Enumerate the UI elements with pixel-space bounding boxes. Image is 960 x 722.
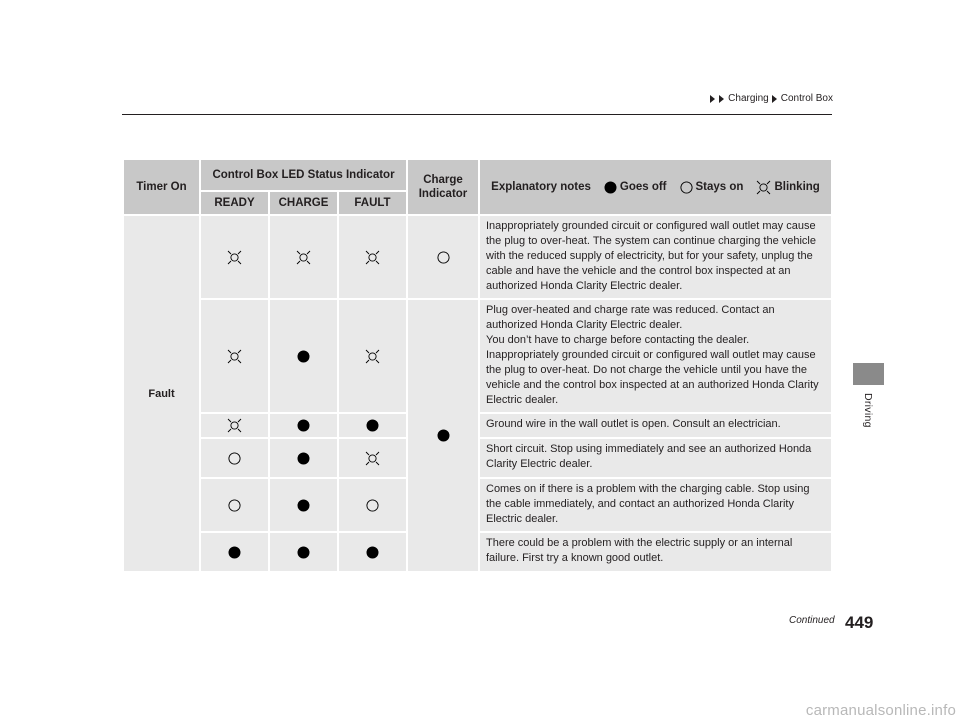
ready-column-header: READY bbox=[201, 192, 268, 214]
fault-led-cell bbox=[339, 216, 406, 298]
legend-stays-on-label: Stays on bbox=[695, 181, 744, 193]
continued-label: Continued bbox=[789, 615, 835, 626]
led-status-icon bbox=[340, 451, 405, 466]
fault-led-cell bbox=[339, 300, 406, 412]
ready-led-cell bbox=[201, 479, 268, 531]
legend-blinking bbox=[756, 180, 819, 195]
charge-indicator-cell bbox=[408, 300, 478, 571]
fault-column-header: FAULT bbox=[339, 192, 406, 214]
note-line: Plug over-heated and charge rate was reduced. Contact an authorized Honda Clarity Electric dealer. bbox=[486, 304, 775, 331]
led-status-icon bbox=[202, 418, 267, 433]
charge-led-cell bbox=[270, 479, 337, 531]
led-off-icon bbox=[271, 452, 336, 465]
table-row bbox=[124, 300, 831, 412]
charge-led-cell bbox=[270, 414, 337, 437]
ready-led-cell bbox=[201, 414, 268, 437]
page-number: 449 bbox=[845, 613, 874, 632]
charge-led-cell bbox=[270, 439, 337, 477]
header-rule bbox=[122, 114, 832, 115]
led-off-icon bbox=[271, 350, 336, 363]
fault-led-cell bbox=[339, 414, 406, 437]
charge-indicator-cell bbox=[408, 216, 478, 298]
led-status-header: Control Box LED Status Indicator bbox=[201, 160, 406, 190]
charge-indicator-icon bbox=[409, 251, 477, 264]
led-off-icon bbox=[340, 546, 405, 559]
table-row bbox=[124, 216, 831, 298]
charge-indicator-header-text: Charge Indicator bbox=[418, 174, 468, 200]
led-status-icon bbox=[340, 349, 405, 364]
led-status-table bbox=[122, 158, 833, 573]
led-status-icon bbox=[340, 250, 405, 265]
breadcrumb-control-box[interactable]: Control Box bbox=[780, 93, 833, 104]
charge-indicator-header bbox=[408, 160, 478, 214]
explanatory-notes-label: Explanatory notes bbox=[491, 181, 591, 193]
note-line: Inappropriately grounded circuit or configured wall outlet may cause the plug to over-heat. Do not charge the vehicle until you have the vehicle and the control box inspected at an authorized Honda Clarity Electric dealer. bbox=[486, 349, 819, 406]
fault-led-cell bbox=[339, 439, 406, 477]
breadcrumb bbox=[710, 93, 833, 104]
led-on-icon bbox=[680, 181, 693, 194]
legend-blinking-label: Blinking bbox=[774, 181, 820, 193]
explanatory-notes-header bbox=[480, 160, 831, 214]
led-off-icon bbox=[271, 499, 336, 512]
fault-label: Fault bbox=[124, 216, 199, 571]
led-status-icon bbox=[202, 452, 267, 465]
legend-stays-on bbox=[680, 181, 744, 194]
led-status-icon bbox=[271, 250, 336, 265]
section-label: Driving bbox=[862, 393, 874, 428]
led-blinking-icon bbox=[756, 180, 771, 195]
explanatory-note: Comes on if there is a problem with the charging cable. Stop using the cable immediately, and contact an authorized Honda Clarity Electric dealer. bbox=[480, 479, 831, 531]
led-off-icon bbox=[604, 181, 617, 194]
led-off-icon bbox=[271, 419, 336, 432]
ready-led-cell bbox=[201, 216, 268, 298]
charge-column-header: CHARGE bbox=[270, 192, 337, 214]
ready-led-cell bbox=[201, 533, 268, 571]
charge-led-cell bbox=[270, 533, 337, 571]
legend-goes-off-label: Goes off bbox=[619, 181, 667, 193]
fault-led-cell bbox=[339, 479, 406, 531]
breadcrumb-arrow-icon bbox=[710, 95, 715, 103]
ready-led-cell bbox=[201, 300, 268, 412]
led-off-icon bbox=[271, 546, 336, 559]
led-status-icon bbox=[202, 250, 267, 265]
charge-indicator-icon bbox=[409, 429, 477, 442]
explanatory-note: There could be a problem with the electric supply or an internal failure. First try a known good outlet. bbox=[480, 533, 831, 571]
breadcrumb-arrow-icon bbox=[772, 95, 777, 103]
section-tab bbox=[853, 363, 884, 385]
explanatory-note: Inappropriately grounded circuit or configured wall outlet may cause the plug to over-heat. The system can continue charging the vehicle with the reduced supply of electricity, but for your safety, unplug the cable and have the vehicle and the control box inspected at an authorized Honda Clarity Electric dealer. bbox=[480, 216, 831, 298]
legend bbox=[482, 180, 829, 195]
breadcrumb-arrow-icon bbox=[719, 95, 724, 103]
led-status-icon bbox=[340, 499, 405, 512]
led-off-icon bbox=[340, 419, 405, 432]
breadcrumb-charging[interactable]: Charging bbox=[728, 93, 769, 104]
explanatory-note: Ground wire in the wall outlet is open. Consult an electrician. bbox=[480, 414, 831, 437]
timer-on-header: Timer On bbox=[124, 160, 199, 214]
note-line: You don’t have to charge before contacting the dealer. bbox=[486, 334, 750, 346]
legend-goes-off bbox=[604, 181, 667, 194]
led-status-icon bbox=[202, 499, 267, 512]
led-off-icon bbox=[202, 546, 267, 559]
watermark: carmanualsonline.info bbox=[805, 702, 956, 719]
explanatory-note: Short circuit. Stop using immediately and see an authorized Honda Clarity Electric dealer. bbox=[480, 439, 831, 477]
charge-led-cell bbox=[270, 300, 337, 412]
fault-led-cell bbox=[339, 533, 406, 571]
led-status-icon bbox=[202, 349, 267, 364]
explanatory-note bbox=[480, 300, 831, 412]
ready-led-cell bbox=[201, 439, 268, 477]
charge-led-cell bbox=[270, 216, 337, 298]
